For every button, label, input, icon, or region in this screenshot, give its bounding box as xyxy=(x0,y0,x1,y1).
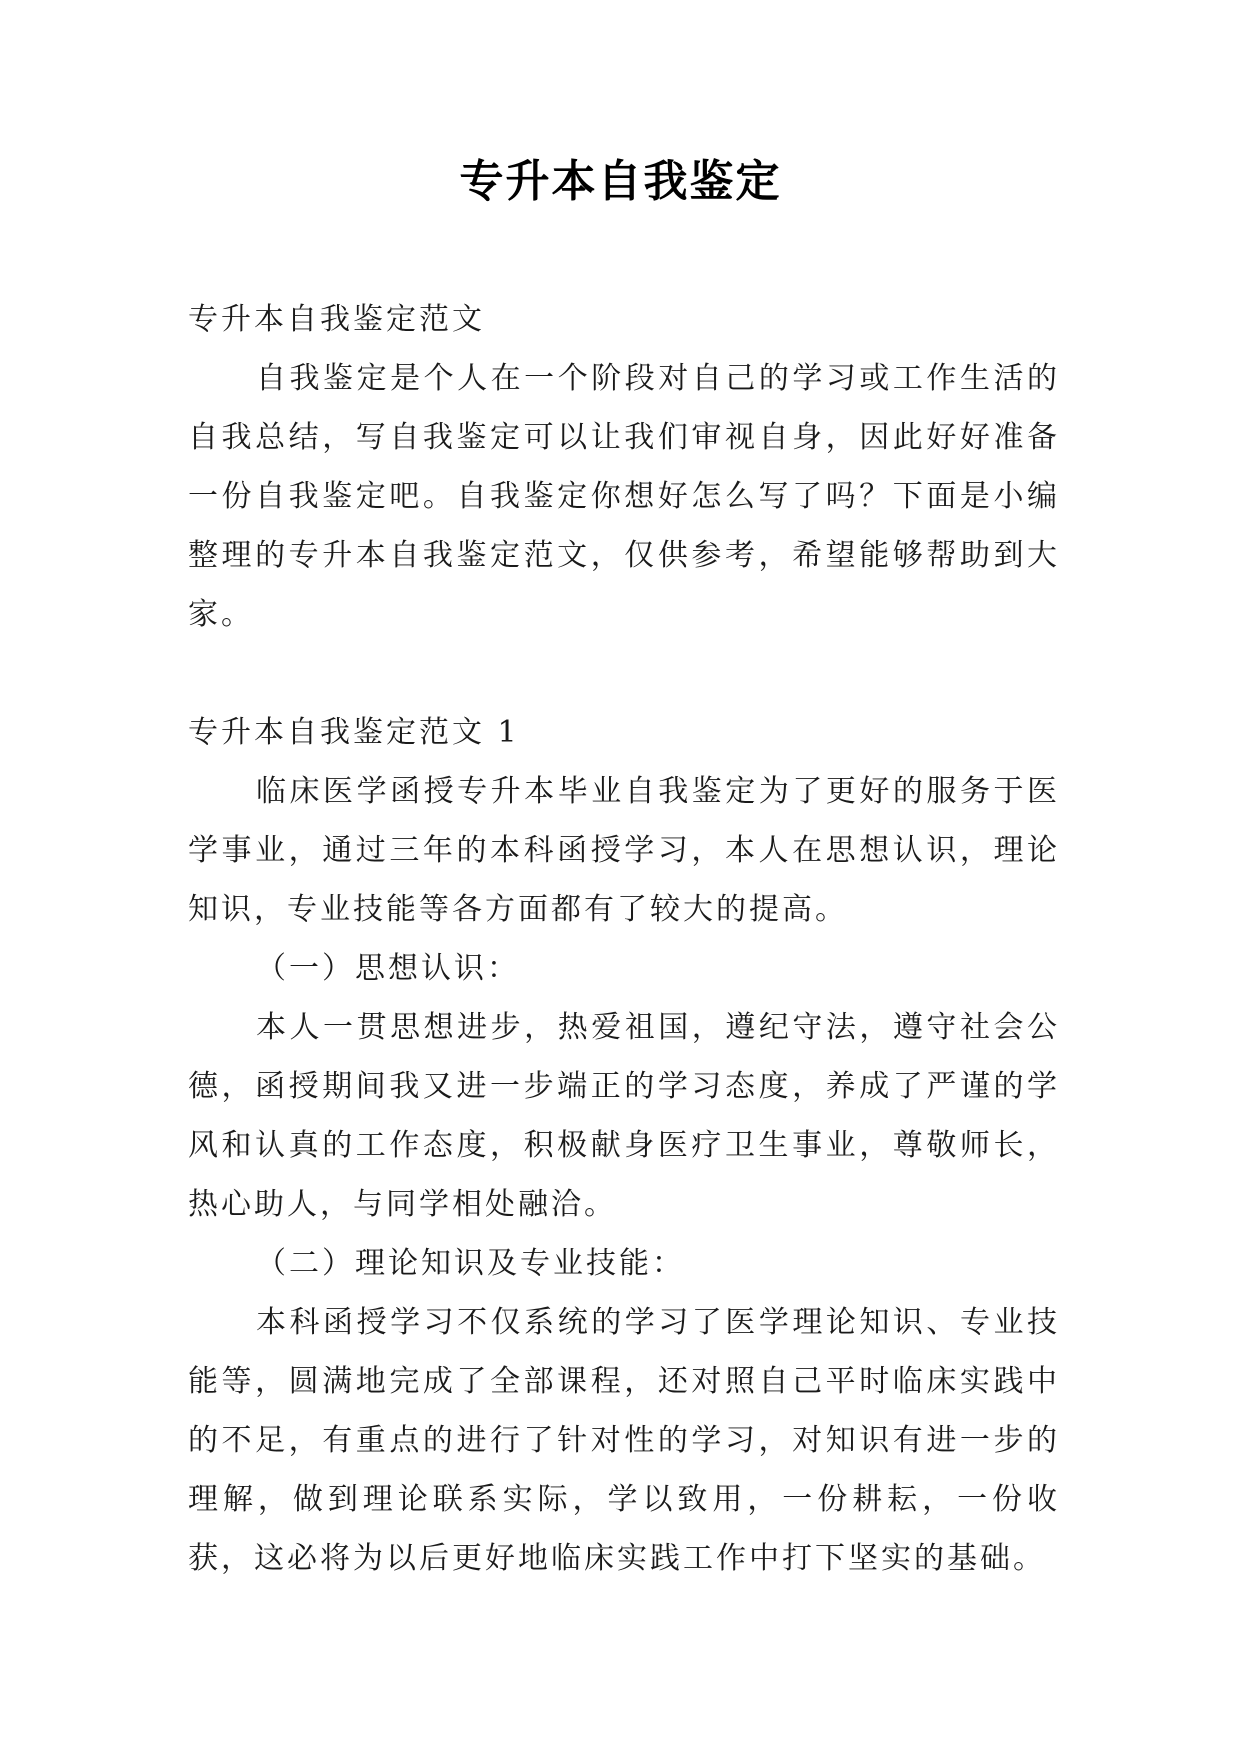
document-title: 专升本自我鉴定 xyxy=(459,156,782,207)
sample1-subheading-knowledge: （二）理论知识及专业技能： xyxy=(256,1246,685,1281)
sample1-heading: 专升本自我鉴定范文 1 xyxy=(188,715,520,750)
sample1-paragraph-knowledge: 本科函授学习不仅系统的学习了医学理论知识、专业技能等，圆满地完成了全部课程，还对照自己平时临床实践中的不足，有重点的进行了针对性的学习，对知识有进一步的理解，做到理论联系实际，学以致用，一份耕耘，一份收获，这必将为以后更好地临床实践工作中打下坚实的基础。 xyxy=(188,1305,1060,1576)
intro-heading: 专升本自我鉴定范文 xyxy=(188,302,485,337)
intro-paragraph: 自我鉴定是个人在一个阶段对自己的学习或工作生活的自我总结，写自我鉴定可以让我们审视自身，因此好好准备一份自我鉴定吧。自我鉴定你想好怎么写了吗？下面是小编整理的专升本自我鉴定范文，仅供参考，希望能够帮助到大家。 xyxy=(188,361,1060,632)
sample1-paragraph-thought: 本人一贯思想进步，热爱祖国，遵纪守法，遵守社会公德，函授期间我又进一步端正的学习态度，养成了严谨的学风和认真的工作态度，积极献身医疗卫生事业，尊敬师长，热心助人，与同学相处融洽。 xyxy=(188,1010,1060,1222)
sample1-paragraph-1: 临床医学函授专升本毕业自我鉴定为了更好的服务于医学事业，通过三年的本科函授学习，本人在思想认识，理论知识，专业技能等各方面都有了较大的提高。 xyxy=(188,774,1060,927)
sample1-subheading-thought: （一）思想认识： xyxy=(256,951,520,986)
document-body xyxy=(188,290,1060,1588)
section-spacer xyxy=(188,644,1060,703)
